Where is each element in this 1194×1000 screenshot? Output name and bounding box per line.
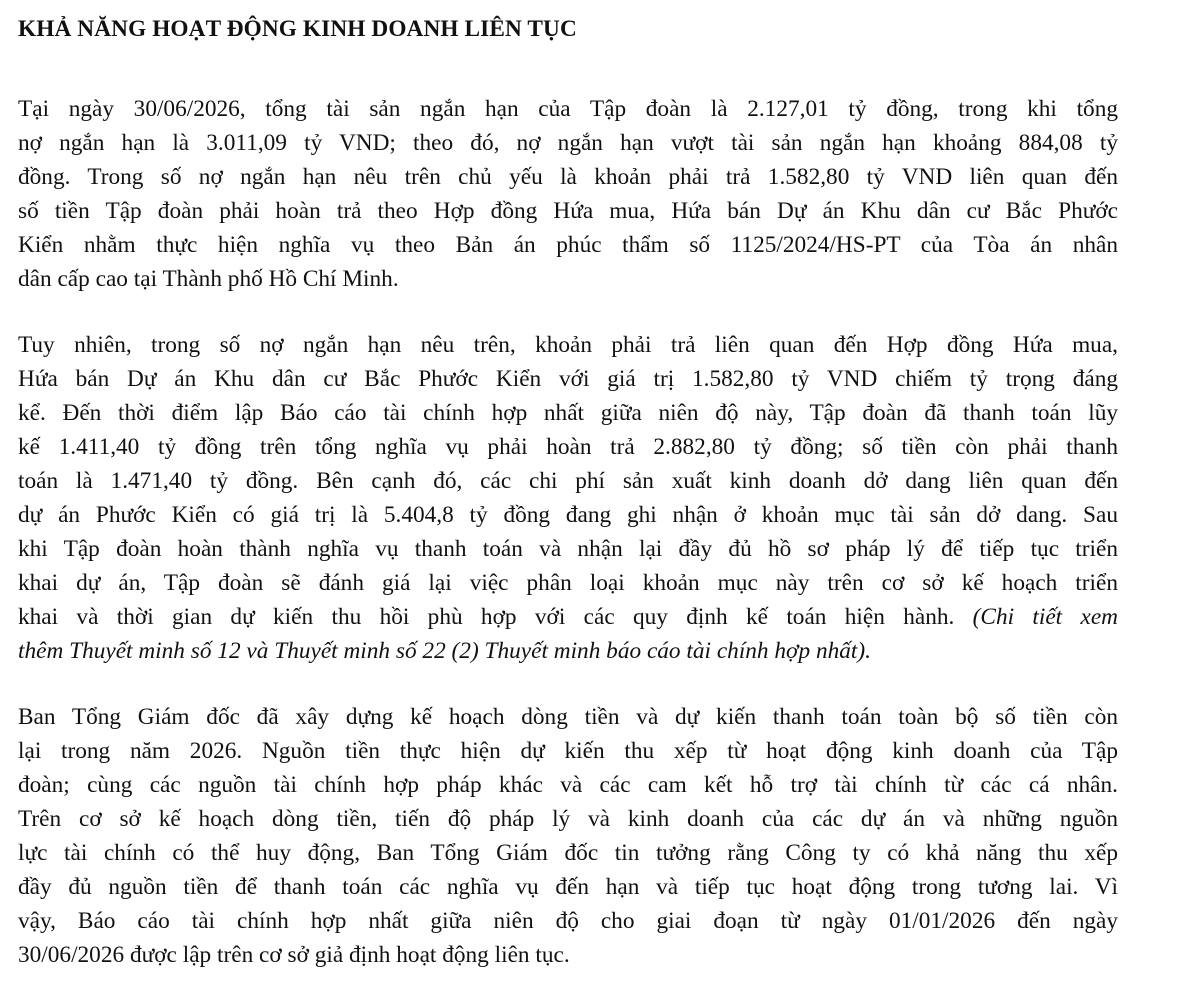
paragraph-line: nợ ngắn hạn là 3.011,09 tỷ VND; theo đó, nợ ngắn hạn vượt tài sản ngắn hạn khoảng 884,08 tỷ	[18, 130, 1118, 156]
paragraph-line: Ban Tổng Giám đốc đã xây dựng kế hoạch dòng tiền và dự kiến thanh toán toàn bộ số tiền còn	[18, 704, 1118, 730]
notes-reference: (Chi tiết xem	[972, 604, 1118, 630]
paragraph-line: dự án Phước Kiển có giá trị là 5.404,8 tỷ đồng đang ghi nhận ở khoản mục tài sản dở dang. Sau	[18, 502, 1118, 528]
paragraph-management-plan	[18, 700, 1118, 972]
paragraph-line: Hứa bán Dự án Khu dân cư Bắc Phước Kiển với giá trị 1.582,80 tỷ VND chiếm tỷ trọng đáng	[18, 366, 1118, 392]
paragraph-line: khi Tập đoàn hoàn thành nghĩa vụ thanh toán và nhận lại đầy đủ hồ sơ pháp lý để tiếp tục triển	[18, 536, 1118, 562]
paragraph-line: khai dự án, Tập đoàn sẽ đánh giá lại việc phân loại khoản mục này trên cơ sở kế hoạch triển	[18, 570, 1118, 596]
paragraph-line: Trên cơ sở kế hoạch dòng tiền, tiến độ pháp lý và kinh doanh của các dự án và những nguồn	[18, 806, 1118, 832]
paragraph-line: 30/06/2026 được lập trên cơ sở giả định hoạt động liên tục.	[18, 942, 570, 968]
paragraph-line: vậy, Báo cáo tài chính hợp nhất giữa niên độ cho giai đoạn từ ngày 01/01/2026 đến ngày	[18, 908, 1118, 934]
notes-reference: thêm Thuyết minh số 12 và Thuyết minh số 22 (2) Thuyết minh báo cáo tài chính hợp nhất).	[18, 638, 871, 664]
paragraph-line: toán là 1.471,40 tỷ đồng. Bên cạnh đó, các chi phí sản xuất kinh doanh dở dang liên quan đến	[18, 468, 1118, 494]
paragraph-line: đồng. Trong số nợ ngắn hạn nêu trên chủ yếu là khoản phải trả 1.582,80 tỷ VND liên quan đến	[18, 164, 1118, 190]
paragraph-line: kể. Đến thời điểm lập Báo cáo tài chính hợp nhất giữa niên độ này, Tập đoàn đã thanh toán lũy	[18, 400, 1118, 426]
paragraph-line: Kiển nhằm thực hiện nghĩa vụ theo Bản án phúc thẩm số 1125/2024/HS-PT của Tòa án nhân	[18, 232, 1118, 258]
paragraph-line-text: khai và thời gian dự kiến thu hồi phù hợp với các quy định kế toán hiện hành.	[18, 604, 955, 630]
section-heading: KHẢ NĂNG HOẠT ĐỘNG KINH DOANH LIÊN TỤC	[18, 16, 577, 42]
paragraph-line: đoàn; cùng các nguồn tài chính hợp pháp khác và các cam kết hỗ trợ tài chính từ các cá nhân.	[18, 772, 1118, 798]
paragraph-line: lực tài chính có thể huy động, Ban Tổng Giám đốc tin tưởng rằng Công ty có khả năng thu xếp	[18, 840, 1118, 866]
paragraph-payable-details	[18, 328, 1118, 668]
paragraph-line: dân cấp cao tại Thành phố Hồ Chí Minh.	[18, 266, 399, 292]
paragraph-line: kế 1.411,40 tỷ đồng trên tổng nghĩa vụ phải hoàn trả 2.882,80 tỷ đồng; số tiền còn phải thanh	[18, 434, 1118, 460]
paragraph-line: lại trong năm 2026. Nguồn tiền thực hiện dự kiến thu xếp từ hoạt động kinh doanh của Tập	[18, 738, 1118, 764]
paragraph-going-concern-figures	[18, 92, 1118, 296]
paragraph-line: Tại ngày 30/06/2026, tổng tài sản ngắn hạn của Tập đoàn là 2.127,01 tỷ đồng, trong khi tổng	[18, 96, 1118, 122]
paragraph-line: Tuy nhiên, trong số nợ ngắn hạn nêu trên, khoản phải trả liên quan đến Hợp đồng Hứa mua,	[18, 332, 1118, 358]
document-page	[18, 0, 1118, 972]
paragraph-line: đầy đủ nguồn tiền để thanh toán các nghĩa vụ đến hạn và tiếp tục hoạt động trong tương lai. Vì	[18, 874, 1118, 900]
paragraph-line: số tiền Tập đoàn phải hoàn trả theo Hợp đồng Hứa mua, Hứa bán Dự án Khu dân cư Bắc Phước	[18, 198, 1118, 224]
paragraph-line	[18, 600, 1118, 634]
